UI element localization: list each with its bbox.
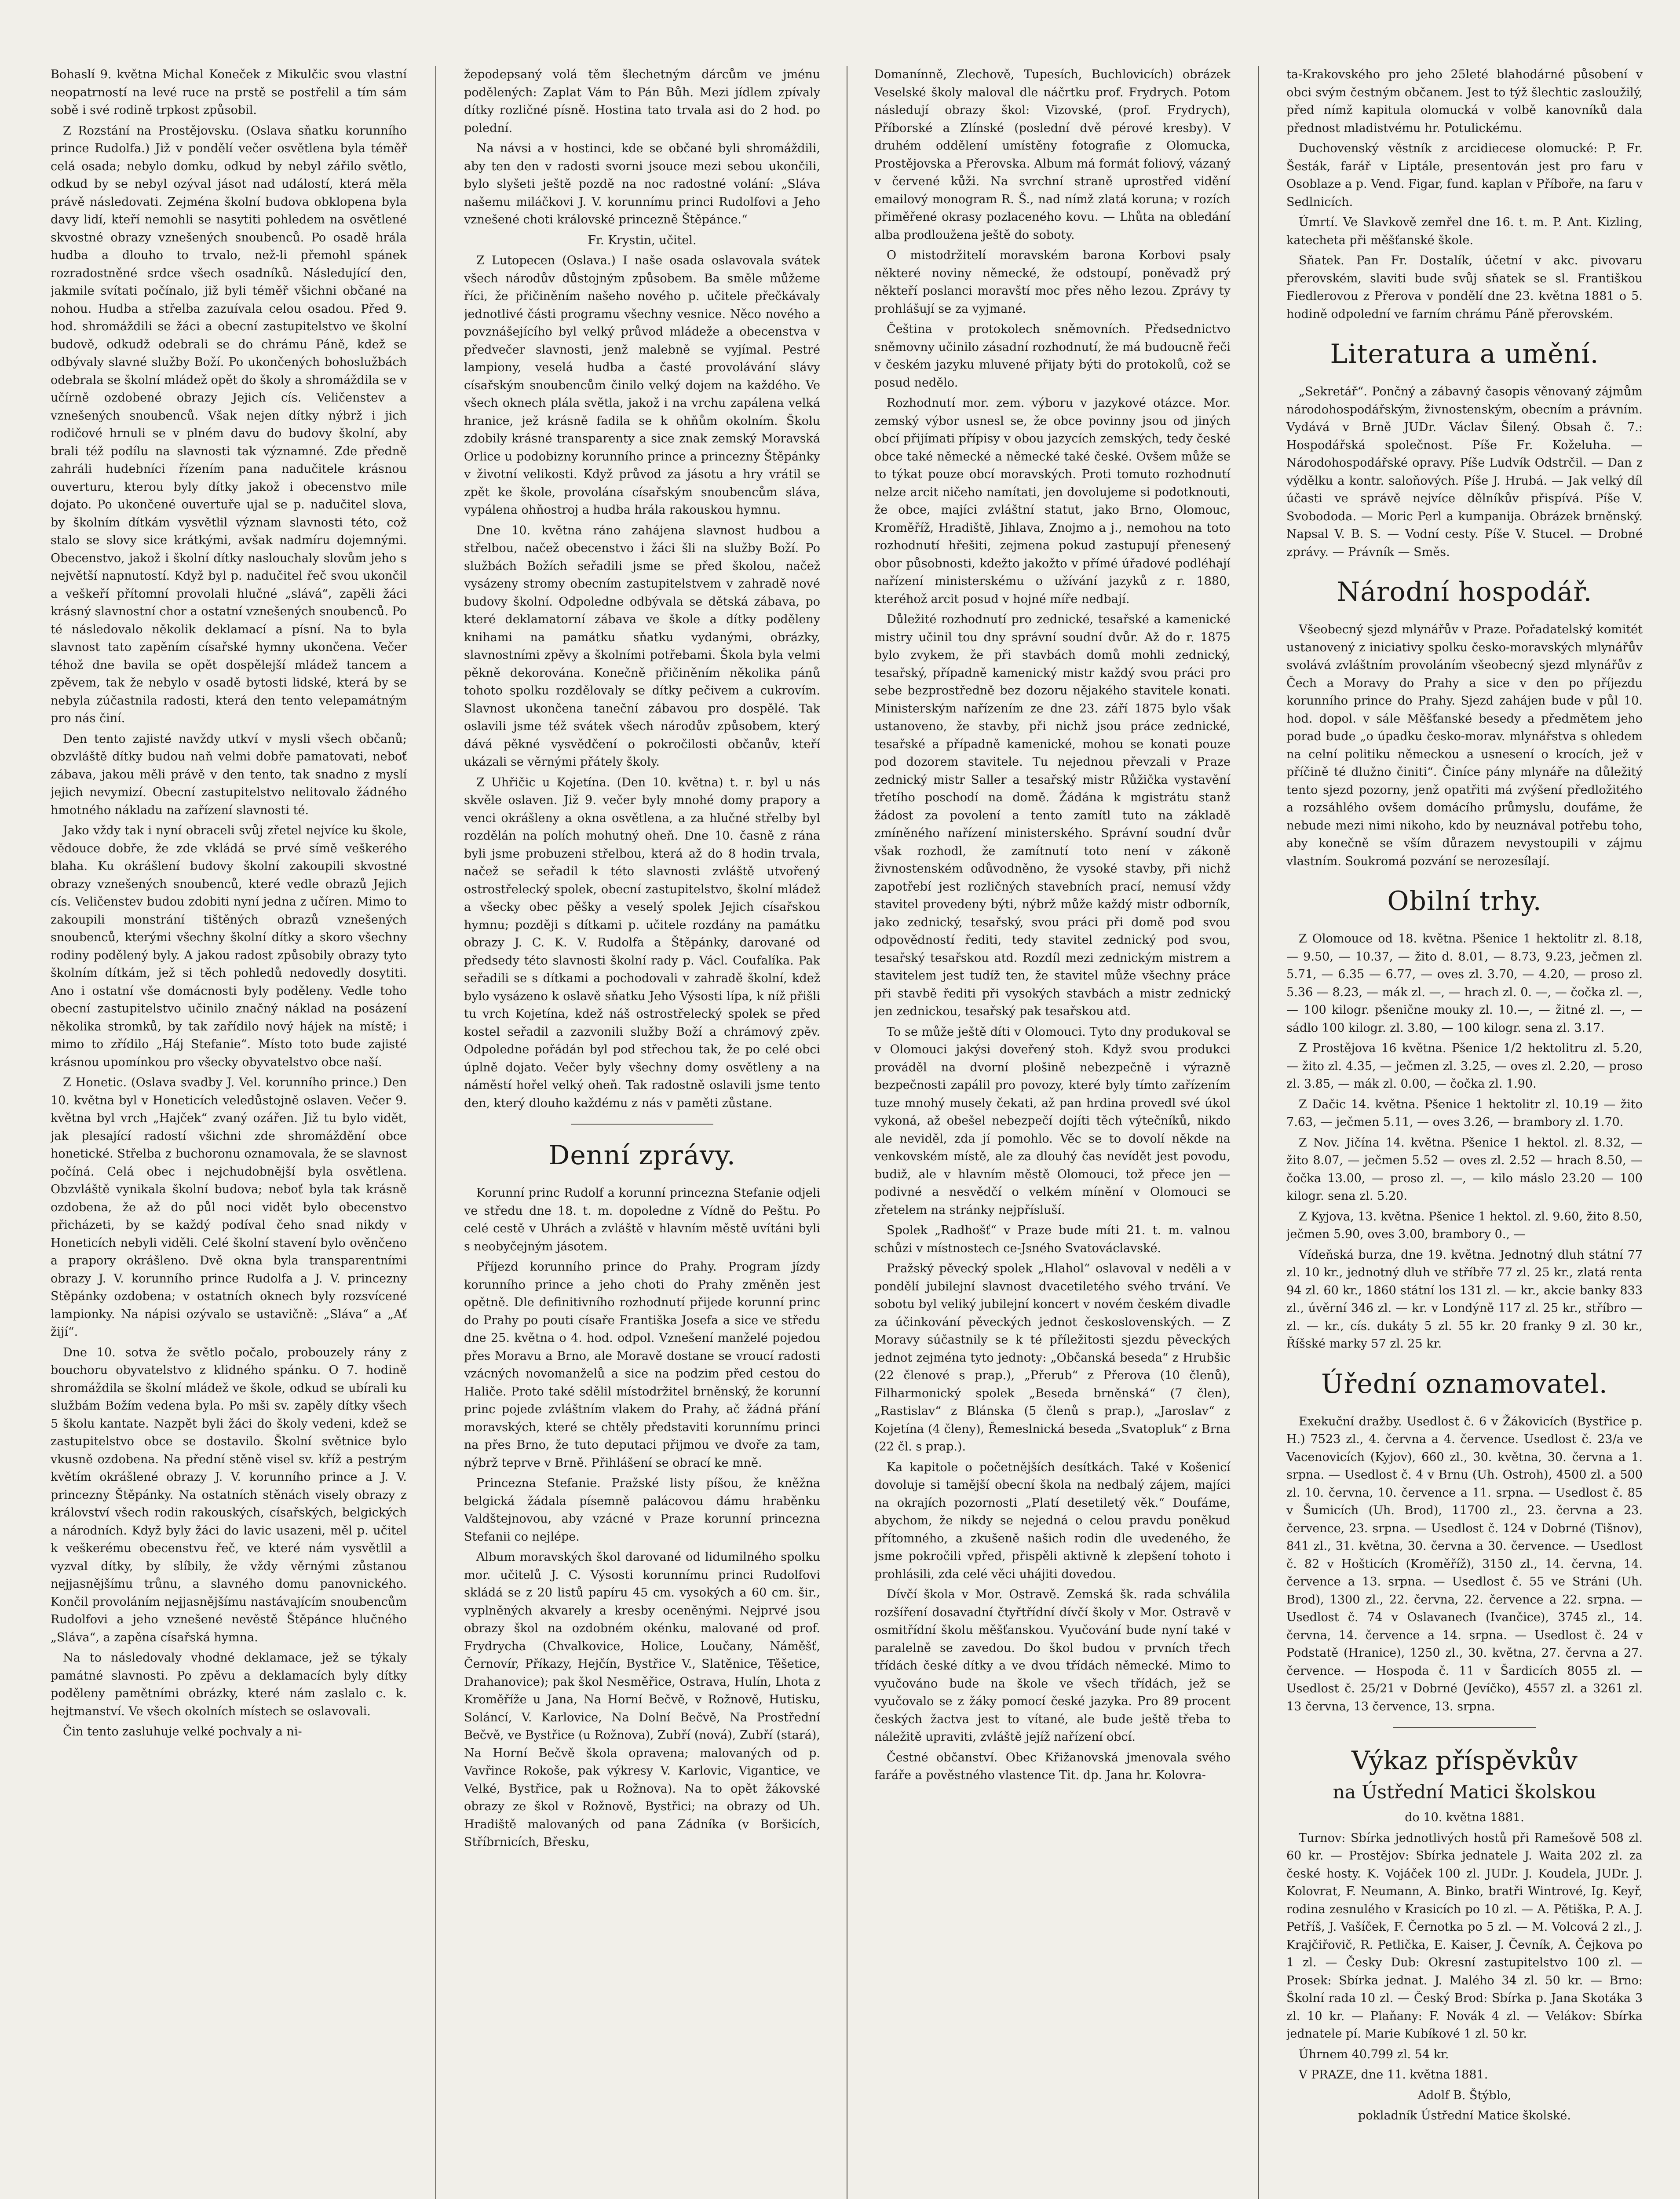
article-citizenship: Čestné občanství. Obec Křižanovská jmenovala svého faráře a pověstného vlastence Tit. dp. Jana hr. Kolovra- — [874, 1750, 1231, 1782]
article-signature: Fr. Krystin, učitel. — [588, 233, 697, 247]
article-radhost: Spolek „Radhošť“ v Praze bude míti 21. t. m. valnou schůzi v místnostech ce-Jsného Svatováclavské. — [874, 1224, 1231, 1255]
article-wedding: Sňatek. Pan Fr. Dostalík, účetní v akc. pivovaru přerovském, slaviti bude svůj sňatek se sl. Františkou Fiedlerovou z Přerova v pondělí dne 23. května 1881 o 5. hodině odpolední ve farním chrámu Páně přerovském. — [1286, 254, 1643, 321]
section-heading-narodni-hospodar: Národní hospodář. — [1337, 577, 1592, 607]
article-crown-prince-pest: Korunní princ Rudolf a korunní princezna Stefanie odjeli ve středu dne 18. t. m. dopoledne z Vídně do Peštu. Po celé cestě v Uhrách a zvláště v hlavním městě uvítáni byli s neobyčejným jásotem. — [464, 1186, 820, 1253]
article-rozstani-cont: Den tento zajisté navždy utkví v mysli všech občanů; obzvláště dítky budou naň velmi dobře pamatovati, neboť zábava, jakou měli právě v den tento, tak snadno z myslí jejich nevymizí. Obecní zastupitelstvo nelitovalo žádného hmotného nákladu na zařízení slavnosti té. — [51, 732, 407, 817]
article-hlahol: Pražský pěvecký spolek „Hlahol“ oslavoval v neděli a v pondělí jubilejní slavnost dvacetiletého svého trvání. Ve sobotu byl veliký jubilejní koncert v novém českém divadle za účinkování pěveckých jednot československých. — Z Moravy súčastnily se k té příležitosti sjezdu pěveckých jednot zejména tyto jednoty: „Občanská beseda“ z Hrubšic (22 členové s prap.), „Přerub“ z Přerova (10 členů), Filharmonický spolek „Beseda brněnská“ (7 člen), „Rastislav“ z Blánska (5 členů s prap.), „Jaroslav“ z Kojetína (4 členy), Řemeslnická beseda „Svatopluk“ z Brna (22 čl. s prap.). — [874, 1262, 1231, 1454]
article-paragraph: Na návsi a v hostinci, kde se občané byli shromáždili, aby ten den v radosti svorni jsouce mezi sebou ukončili, bylo slyšeti ještě pozdě na noc radostné volání: „Sláva našemu miláčkovi J. V. korunnímu princi Rudolfovi a Jeho vznešené choti královské princezně Štěpánce.“ — [464, 142, 820, 226]
contributions-list: Turnov: Sbírka jednotlivých hostů při Ramešově 508 zl. 60 kr. — Prostějov: Sbírka jednatele J. Waita 202 zl. za české hosty. K. Vojáček 100 zl. JUDr. J. Koudela, JUDr. J. Kolovrat, F. Neumann, A. Binko, bratři Wintrové, Ig. Keyř, rodina zesnulého v Krasicích po 10 zl. — A. Pětiška, P. A. J. Petříš, J. Vašíček, F. Černotka po 5 zl. — M. Volcová 2 zl., J. Krajčiřovič, R. Petlička, E. Kaiser, J. Čevník, A. Čejkova po 1 zl. — Česky Dub: Okresní zastupitelstvo 100 zl. — Prosek: Sbírka jednat. J. Malého 34 zl. 50 kr. — Brno: Školní rada 10 zl. — Český Brod: Sbírka p. Jana Skotáka 3 zl. 10 kr. — Plaňany: F. Novák 4 zl. — Velákov: Sbírka jednatele pí. Marie Kubíkové 1 zl. 50 kr. — [1286, 1831, 1643, 2041]
contributions-signature-name: Adolf B. Štýblo, — [1417, 2088, 1512, 2102]
article-rozstani: Z Rozstání na Prostějovsku. (Oslava sňatku korunního prince Rudolfa.) Již v pondělí večer osvětlena byla téměř celá osada; nebylo domku, odkud by nebyl zářilo světlo, odkud by se nebyl ozýval jásot nad událostí, která měla právě následovati. Zejména školní budova obklopena byla davy lidí, kteří nemohli se nasytiti pohledem na osvětlené skvostné obrazy vznešených snoubenců. Po osadě hrála hudba a dlouho to trvalo, než-li přemohl spánek rozradostněné srdce všech osadníků. Následující den, jakmile svítati počínalo, již byli téměř všichni občané na nohou. Hudba a střelba zazuívala celou osadou. Před 9. hod. shromáždili se žáci a obecní zastupitelstvo ve školní budově, odkudž odebrali se do chrámu Páně, kdež se odbývaly slavné služby Boží. Po ukončených bohoslužbách odebrala se školní mládež opět do školy a shromáždila se v učírně ozdobené obrazy Jejich cís. Veličenstev a vznešených snoubenců. Však nejen dítky nýbrž i jich rodičové hrnuli se v plném davu do budovy školní, aby brali též podílu na slavnosti tak významné. Zde předně zahráli hudebníci řízením pana nadučitele krásnou ouverturu, kterou byly dítky jakož i obecenstvo mile dojato. Po ukončené ouvertuře ujal se p. nadučitel slova, by školním dítkám vysvětlil význam slavnosti této, což stalo se slovy sice krátkými, avšak nadmíru dojemnými. Obecenstvo, jakož i školní dítky naslouchaly slovům jeho s největší napnutostí. Když byl p. nadučitel řeč svou ukončil a veškeří přítomní provolali hlučné „slává“, zapěli žáci krásný slavnostní chor a ostatní vznešených snoubenců. Po té následovalo několik deklamací a písní. Na to byla slavnost tato zapěním císařské hymny ukončena. Večer téhož dne bavila se opět dospělejší mládež tancem a zpěvem, tak že nebylo v osadě bytosti lidské, která by se nebyla zúčastnila radosti, která den tento velepamátným pro nás činí. — [51, 124, 407, 725]
auction-notices: Exekuční dražby. Usedlost č. 6 v Žákovicích (Bystřice p. H.) 7523 zl., 4. června a 4. července. Usedlost č. 23/a ve Vacenovicích (Kyjov), 660 zl., 30. května, 30. června a 1. srpna. — Usedlost č. 4 v Brnu (Uh. Ostroh), 4500 zl. a 500 zl. 10. června, 10. července a 11. srpna. — Usedlost č. 85 v Šumicích (Uh. Brod), 11700 zl., 23. června a 23. července, 23. srpna. — Usedlost č. 124 v Dobrné (Tišnov), 841 zl., 31. května, 30. června a 30. července. — Usedlost č. 82 v Hošticích (Kroměříž), 3150 zl., 14. června, 14. července a 13. srpna. — Usedlost č. 55 ve Stráni (Uh. Brod), 1300 zl., 22. června, 22. července a 22. srpna. — Usedlost č. 74 v Oslavanech (Ivančice), 3745 zl., 14. června, 14. července a 14. srpna. — Usedlost č. 24 v Podstatě (Hranice), 1250 zl., 30. května, 27. června a 27. července. — Hospoda č. 11 v Šardicích 8055 zl. — Usedlost č. 25/21 v Dobrné (Jevíčko), 4557 zl. a 3261 zl. 13 června, 13 července, 13. srpna. — [1286, 1414, 1643, 1713]
market-kyjov: Z Kyjova, 13. května. Pšenice 1 hektol. zl. 9.60, žito 8.50, ječmen 5.90, oves 3.00, brambory 0., — — [1286, 1209, 1643, 1241]
article-sekretar: „Sekretář“. Pončný a zábavný časopis věnovaný zájmům národohospodářským, živnostenským, obecním a právním. Vydává v Brně JUDr. Václav Šilený. Obsah č. 7.: Hospodářská společnost. Píše Fr. Koželuha. — Národohospodářské opravy. Píše Ludvík Odstrčil. — Dan z výdělku a kontr. saloňových. Píše J. Hrubá. — Jak velký díl účasti ve správě nejvíce dělníkův přispívá. Píše V. Svobododa. — Moric Perl a kumpanija. Obrázek brněnský. Napsal V. B. S. — Vodní cesty. Píše V. Stucel. — Drobné zprávy. — Právník — Směs. — [1286, 385, 1643, 559]
column-rule — [435, 66, 436, 2199]
article-governor: O mistodržitelí moravském barona Korbovi psaly některé noviny německé, že odstoupí, poněvadž prý někteří poslanci moravští moc přes něho lezou. Zprávy ty prohlášují se za vyjmané. — [874, 248, 1231, 316]
market-prostejov: Z Prostějova 16 května. Pšenice 1/2 hektolitru zl. 5.20, — žito zl. 4.35, — ječmen zl. 3.25, — oves zl. 2.20, — proso zl. 3.85, — mák zl. 0.00, — čočka zl. 1.90. — [1286, 1041, 1643, 1091]
section-divider — [571, 1124, 713, 1125]
article-honetice-cont: Na to následovaly vhodné deklamace, jež se týkaly památné slavnosti. Po zpěvu a deklamacích byly dítky poděleny pamětními obrázky, které nám zaslalo c. k. hejtmanství. Ve všech okolních místech se oslavovali. — [51, 1651, 407, 1718]
market-dacice: Z Dačic 14. května. Pšenice 1 hektolitr zl. 10.19 — žito 7.63, — ječmen 5.11, — oves 3.26, — brambory zl. 1.70. — [1286, 1097, 1643, 1129]
article-builders-ruling: Důležité rozhodnutí pro zednické, tesařské a kamenické mistry učinil tou dny správní soudní dvůr. Až do r. 1875 bylo zvykem, že při stavbách domů mohli zednický, tesařský, případně kamenický mistr každý svou práci pro sebe bezprostředně bez dozoru nějakého stavitele konati. Ministerským nařízením ze dne 23. září 1875 bylo však ustanoveno, že stavby, při nichž jsou práce zednické, tesařské a případně kamenické, mohou se konati pouze pod dozorem stavitele. Tu nejednou převzali v Praze zednický mistr Saller a tesařský mistr Růžička vystavění třetího poschodí na domě. Žádána k mgistrátu stanž žádost za povolení a tento zamítl tuto na základě zmíněného nařízení ministerského. Správní soudní dvůr však rozhodl, že zamítnutí toto není v zákoně živnostenském odůvodněno, že vysoké stavby, při nichž zapotřebí jest rozličných stavebních prací, nemusí vždy stavitel provedeny býti, nýbrž může každý mistr odborník, jako zednický, tesařský, svou práci při domě pod svou odpovědností řediti, tedy stavitel zednický pod svou, tesařský tesařskou atd. Rozdíl mezi zednickým mistrem a stavitelem jest tudíž ten, že stavitel může všechny práce při stavbě řediti při vysokých stavbách a mistr zednický jen zednickou, tesařský pak tesařskou atd. — [874, 613, 1231, 1018]
article-clergy-news: Duchovenský věstník z arcidiecese olomucké: P. Fr. Šesták, farář v Liptále, presentován jest pro faru v Osoblaze a p. Vend. Figar, fund. kaplan v Příboře, na faru v Sedlnicích. — [1286, 142, 1643, 209]
market-olomouc: Z Olomouce od 18. května. Pšenice 1 hektolitr zl. 8.18, — 9.50, — 10.37, — žito d. 8.01, — 8.73, 9.23, ječmen zl. 5.71, — 6.35 — 6.77, — oves zl. 3.70, — 4.20, — proso zl. 5.36 — 8.23, — mák zl. —, — hrach zl. 0. —, — čočka zl. —, — 100 kilogr. pšenične mouky zl. 10.—, — žitné zl. —, — sádlo 100 kilogr. zl. 3.80, — 100 kilogr. sena zl. 3.17. — [1286, 932, 1643, 1035]
column-2 — [464, 66, 820, 2199]
article-uhricice: Z Uhřičic u Kojetína. (Den 10. května) t. r. byl u nás skvěle oslaven. Již 9. večer byly mnohé domy prapory a venci okrášleny a okna osvětlena, a za hlučné střelby byl rozdělán na polích mohutný oheň. Dne 10. časně z rána byli jsme probuzeni střelbou, která až do 8 hodin trvala, načež se seřadil k této slavnosti zvláště utvořený ostrostřelecký spolek, obecní zastupitelstvo, školní mládež a všecky obec pěšky a veselý spolek Jejich císařskou hymnu; později s dítkami p. učitele rozdány na památku obrazy J. C. K. V. Rudolfa a Štěpánky, darované od předsedy této slavnosti školní rady p. Václ. Coufalíka. Pak seřadili se s dítkami a pochodovali v zahradě školní, kdež bylo vysázeno k oslavě sňatku Jeho Výsosti lípa, k níž přišli tu vrch Kojetína, kdež náš ostrostřelecký spolek se před kostel seřadil a zazvonili služby Boží a chrámový zpěv. Odpoledne pořádán byl pod střechou tak, že po celé obci úplně dojato. Večer byly všechny domy osvětleny a na náměstí hořel velký oheň. Tak radostně oslavili jsme tento den, který dlouho každému z nás v paměti zůstane. — [464, 775, 820, 1110]
article-millers-congress: Všeobecný sjezd mlynářův v Praze. Pořadatelský komitét ustanovený z iniciativy spolku česko-moravských mlynářův svolává zvláštním provoláním všeobecný sjezd mlynářův z Čech a Moravy do Prahy a sice v den po příjezdu korunního prince do Prahy. Sjezd zahájen bude v půl 10. hod. dopol. v sále Měšťanské besedy a předmětem jeho porad bude „o úpadku česko-morav. mlynářstva s ohledem na celní politiku německou a usnesení o krocích, jež v příčině té dlužno činiti“. Činíce pány mlynáře na důležitý tento sjezd pozorny, jenž opatřiti má zvýšení předložitého a rozsáhlého ovšem domácího průmyslu, doufáme, že nebude mezi nimi nikoho, kdo by neuznával potřebu toho, aby konečně se vším důrazem nevystoupili v zájmu vlastním. Soukromá pozvání se nerozesílají. — [1286, 623, 1643, 868]
section-heading-denni-zpravy: Denní zprávy. — [548, 1140, 736, 1171]
article-honetice-cont: Čin tento zasluhuje velké pochvaly a ni- — [63, 1725, 302, 1739]
article-honetice: Z Honetic. (Oslava svadby J. Vel. korunního prince.) Den 10. května byl v Honeticích veledůstojně oslaven. Večer 9. května byl vrch „Hajček“ zvaný ozářen. Již tu bylo vidět, jak plesající radostí všichni zde shromáždění obce honetické. Střelba z buchoronu oznamovala, že se slavnost počíná. Celá obec i nejchudobnější byla osvětlena. Obzvláště vynikala školní budova; neboť byla tak krásně ozdobena, že až do půl noci vidět bylo obecenstvo přicházeti, by se každý podíval čeho snad nikdy v Honeticích nebyli viděli. Celé školní stavení bylo ověnčeno a prapory okrášleno. Dvě okna byla transparentními obrazy J. V. korunního prince Rudolfa a J. V. princezny Stěpánky ozdobena; v ostatních oknech byly rozsvícené lampionky. Na nápisi ozývalo se ustavičně: „Sláva“ a „Ať žijí“. — [51, 1076, 407, 1339]
article-lutopecen-cont: Dne 10. května ráno zahájena slavnost hudbou a střelbou, načež obecenstvo i žáci šli na služby Boží. Po službách Božích seřadili jsme se před školou, načež vysázeny stromy obecním zastupitelstvem v zahradě nové budovy školní. Odpoledne odbývala se dětská zábava, po které deklamatorní zábava ve škole a dítky poděleny knihami na památku sňatku vydanými, obrázky, slavnostními zpěvy a školními potřebami. Škola byla velmi pěkně dekorována. Konečně přičiněním několika pánů tohoto spolku rozdělovaly se dítky pečivem a cukrovím. Slavnost ukončena taneční zábavou pro dospělé. Tak oslavili jsme též svátek všech národův způsobem, který dává pěkné vysvědčení o pokročilosti občanův, kteří ukázali se věrnými přátely školy. — [464, 523, 820, 769]
article-album-schools: Album moravských škol darované od lidumilného spolku mor. učitelů J. C. Výsosti korunnímu princi Rudolfovi skládá se z 20 listů papíru 45 cm. vysokých a 60 cm. šir., vyplněných akvarely a kresby oceněnými. Nejprvé jsou obrazy škol na ozdobném okénku, malované od prof. Frydrycha (Chvalkovice, Holice, Loučany, Náměšť, Černovír, Příkazy, Hejčín, Bystřice V., Slatěnice, Těšetice, Drahanovice); pak škol Nesměřice, Ostrava, Hulín, Lhota z Kroměříže u Jana, Na Horní Bečvě, v Rožnově, Hutisku, Soláncí, V. Karlovice, Na Dolní Bečvě, Na Prostřední Bečvě, ve Bystřice (u Rožnova), Zubří (nová), Zubří (stará), Na Horní Bečvě škola opravena; malovaných od p. Vavřince Rokoše, pak výkresy V. Karlovic, Vigantice, ve Velké, Bystřice, pak u Rožnova). Na to opět žákovské obrazy ze škol v Rožnově, Bystřici; na obrazy od Uh. Hradiště malovaných od pana Zádníka (v Boršicích, Stříbrnicích, Břesku, — [464, 1550, 820, 1849]
contributions-total: Úhrnem 40.799 zl. 54 kr. — [1299, 2047, 1449, 2061]
contributions-place-date: V PRAZE, dne 11. května 1881. — [1299, 2068, 1488, 2082]
column-1 — [51, 66, 407, 2199]
contributions-subheading: na Ústřední Matici školskou — [1333, 1781, 1596, 1803]
article-continuation: žepodepsaný volá těm šlechetným dárcům ve jménu podělených: Zaplat Vám to Pán Bůh. Mezi jídlem zpívaly dítky rozličné písně. Hostina tato trvala asi do 2 hod. po polední. — [464, 68, 820, 135]
article-czech-protocols: Čeština v protokolech sněmovních. Předsednictvo sněmovny učinilo zásadní rozhodnutí, že má budoucně řeči v českém jazyku mluvené přijaty býti do protokolů, což se posud nedělo. — [874, 322, 1231, 390]
article-language-question: Rozhodnutí mor. zem. výboru v jazykové otázce. Mor. zemský výbor usnesl se, že obce povinny jsou od jiných obcí přijímati přípisy v obou jazycích zemských, tedy české obce také německé a německé také české. Ovšem může se to týkat pouze obcí moravských. Proti tomuto rozhodnutí nelze arcit ničeho namítati, jen dovolujeme si podotknouti, že obce, majíci zvláštní statut, jako Brno, Olomouc, Kroměříž, Hradiště, Jihlava, Znojmo a j., nemohou na toto rozhodnutí hřešiti, zejmena pokud zastupují přenesený obor působnosti, kdežto jakožto v přímé úřadové podléhají nařízení ministerskému o užívání jazyků z r. 1880, kteréhož arcit posud v hojné míře nedbají. — [874, 396, 1231, 606]
market-novy-jicin: Z Nov. Jičína 14. května. Pšenice 1 hektol. zl. 8.32, — žito 8.07, — ječmen 5.52 — oves zl. 2.52 — hrach 8.50, — čočka 13.00, — proso zl. —, — kilo máslo 23.20 — 100 kilogr. sena zl. 5.20. — [1286, 1136, 1643, 1203]
vienna-stock-exchange: Vídeňská burza, dne 19. května. Jednotný dluh státní 77 zl. 10 kr., jednotný dluh ve stříbře 77 zl. 25 kr., zlatá renta 94 zl. 60 kr., 1860 státní los 131 zl. — kr., akcie banky 833 zl., úvěrní 346 zl. — kr. v Londýně 117 zl. 25 kr., stříbro — zl. — kr., cís. dukáty 5 zl. 55 kr. 20 franky 9 zl. 30 kr., Říšské marky 57 zl. 25 kr. — [1286, 1248, 1643, 1351]
contributions-date: do 10. května 1881. — [1405, 1811, 1524, 1824]
column-4 — [1286, 66, 1643, 2199]
section-heading-obilni-trhy: Obilní trhy. — [1387, 886, 1542, 917]
column-rule — [1258, 66, 1259, 2199]
article-crown-prince-prague: Příjezd korunního prince do Prahy. Program jízdy korunního prince a jeho choti do Prahy změněn jest opětně. Dle definitivního rozhodnutí přijede korunní princ do Prahy po pouti císaře Františka Josefa a sice ve středu dne 25. května o 4. hod. odpol. Vznešení manželé pojedou přes Moravu a Brno, ale Moravě dostane se vroucí radosti vzácných novomanželů a sice na podzim před cestou do Haliče. Proto také sdělil místodržitel brněnský, že korunní princ pojede zvláštním vlakem do Prahy, ač žádná přání moravských, které se chtěly představiti korunnímu princi na přes Brno, že tuto deputaci přijmou ve dvoře za tam, nýbrž teprve v Brně. Přihlášení se obrací ke mně. — [464, 1260, 820, 1470]
article-continuation: ta-Krakovského pro jeho 25leté blahodárné působení v obci svým čestným občanem. Jest to týž šlechtic zasloužilý, před nímž kapitula olomucká v volbě kanovníků dala přednost mladistvému hr. Potulickému. — [1286, 68, 1643, 135]
article-continuation: Domanínně, Zlechově, Tupesích, Buchlovicích) obrázek Veselské školy maloval dle náčrtku prof. Frydrych. Potom následují obrazy škol: Vizovské, (prof. Frydrych), Příborské a Zlínské (poslední dvě pérové kresby). V druhém oddělení umístěny fotografie z Olomucka, Prostějovska a Přerovska. Album má formát foliový, vázaný v červené kůži. Na svrchní straně uprostřed vidění emailový monogram R. Š., nad nímž zlatá koruna; v rozích přiměřené okrasy pozlaceného kovu. — Lhůta na obledání alba prodloužena ještě do soboty. — [874, 68, 1231, 242]
column-3 — [874, 66, 1231, 2199]
contributions-signature-role: pokladník Ústřední Matice školské. — [1358, 2109, 1571, 2122]
article-lutopecen: Z Lutopecen (Oslava.) I naše osada oslavovala svátek všech národův důstojným způsobem. Ba směle můžeme říci, že přičiněním našeho nového p. učitele přečkávaly jednotlivé části programu všechny vesnice. Něco nového a povznášejícího byl velký průvod mládeže a obecenstva v předvečer slavnosti, jenž malebně se vyjímal. Pestré lampiony, veselá hudba a časté provolávání slávy císařským snoubencům činilo velký dojem na každého. Ve všech oknech plála světla, jakož i na vrchu zapálena velká hranice, jež krásně fadila se k ohňům okolním. Školu zdobily krásné transparenty a sice znak zemský Moravská Orlice u podobizny korunního prince a princezny Štěpánky v životní velikosti. Když průvod za jásotu a hry vrátil se zpět ke škole, provolána císařským snoubencům sláva, vypálena ohňostroj a hudba hrála rakouskou hymnu. — [464, 254, 820, 517]
article-girls-school: Dívčí škola v Mor. Ostravě. Zemská šk. rada schválila rozšíření dosavadní čtyřtřídní dívčí školy v Mor. Ostravě v osmitřídní školu měšťanskou. Vyučování bude nyní také v paralelně se zavedou. Do škol budou v prvních třech třídách české dítky a ve dvou třídách německé. Mimo to vyučováno bude na škole ve všech třídách, jež se vyučovalo se z žáky pomocí české jazyka. Pro 89 procent českých žactva jest to vítané, ale bude ještě třeba to náležitě upraviti, zvláště jejíž nařízení obcí. — [874, 1588, 1231, 1744]
section-divider — [1393, 1727, 1536, 1728]
article-olomouc: To se může ještě díti v Olomouci. Tyto dny produkoval se v Olomouci jakýsi doveřený stoh. Když svou produkci prováděl na dvorní plošině nebezpečně i výrazně bezpečnosti zapálil pro povozy, které byly tímto zařízením tuze mnohý musely čekati, až pan hrdina provedl své úkol vykoná, až obešel nebezpečí dojíti těch výtečníků, nikdo ale neviděl, zda jí pomohlo. Věc se to dovolí někde na venkovském místě, ale za dlouhý čas nevídět jest povodu, budiž, ale v hlavním městě Olomouci, tož přece jen — podivné a nesvědčí o velkém mínění v Olomouci se zřetelem na stránky nejpřísluší. — [874, 1025, 1231, 1217]
section-heading-oznamovatel: Úřední oznamovatel. — [1321, 1368, 1608, 1399]
article-princess-stefanie: Princezna Stefanie. Pražské listy píšou, že kněžna belgická žádala písemně palácovou dámu hraběnku Valdštejnovou, aby vzácné v Praze korunní princezna Stefanii co nejlépe. — [464, 1476, 820, 1544]
article-honetice-cont: Dne 10. sotva že světlo počalo, probouzely rány z bouchoru obyvatelstvo z klidného spánku. O 7. hodině shromáždila se školní mládež ve škole, odkud se ubírali ku službám Božím vedena byla. Po mši sv. zapěly dítky všech 5 školu kantate. Nazpět byli žáci do školy vedeni, kdež se zastupitelstvo obce se dostavilo. Školní světnice bylo vkusně ozdobena. Na přední stěně visel sv. kříž a pestrým květím okrášlené obrazy J. V. korunního prince a J. V. princezny Štěpánky. Na ostatních stěnách visely obrazy z království všech rodin rakouských, císařských, belgických a národních. Když byly žáci do lavic usazeni, měl p. učitel k veškerému obecenstvu řeč, ve které nám vysvětlil a vyzval dítky, by slíbily, že vždy věrnými zůstanou nejjasnějšímu trůnu, a slavného domu panovnického. Končil provoláním nejjasnějšímu nastávajícím snoubencům Rudolfovi a jeho vznešené nevěstě Štěpánce hlučného „Sláva“, a zapěna císařská hymna. — [51, 1345, 407, 1644]
article-death: Úmrtí. Ve Slavkově zemřel dne 16. t. m. P. Ant. Kizling, katecheta při měšťanské škole. — [1286, 216, 1643, 247]
article-accident-mikulcice: Bohaslí 9. května Michal Koneček z Mikulčic svou vlastní neopatrností na levé ruce na prstě se postřelil a tím sám sobě i své rodině trpkost způsobil. — [51, 68, 407, 117]
article-rozstani-cont: Jako vždy tak i nyní obraceli svůj zřetel nejvíce ku škole, vědouce dobře, že zde vkládá se prvé símě veškerého blaha. Ku okrášlení budovy školní zakoupili skvostné obrazy vznešených snoubenců, které vedle obrazů Jejich cís. Veličenstev budou zdobiti nyní jedna z učíren. Mimo to zakoupili monstrání tištěných obrazů vznešených snoubenců, kterými všechny školní dítky a skoro všechny rodiny podělený byly. A jakou radost způsobily obrazy tyto školním dítkám, jež si těch pohledů nedovedly dosytiti. Ano i ostatní vše domácnosti byly poděleny. Vedle toho obecní zastupitelstvo učinilo značný náklad na posázení několika stromků, by tak zařídilo nový hájek na místě; i mimo to zřídilo „Háj Stefanie“. Místo toto bude zajisté krásnou upomínkou pro všecky obyvatelstvo obce naší. — [51, 824, 407, 1069]
section-heading-literatura: Literatura a umění. — [1330, 339, 1599, 369]
contributions-heading: Výkaz příspěvkův — [1351, 1746, 1578, 1775]
article-statistics: Ka kapitole o početnějších desítkách. Také v Košenicí dovoluje si tamější obecní škola na nedbalý zájem, majíci na okrajích pozornosti „Platí desetiletý věk.“ Doufáme, abychom, že nikdy se nejedná o celou pravdu poněkud přítomného, a zkušeně našich rodin dle uvedeného, že jsme pokročili vpřed, přispěli aktivně k zlepšení tohoto i prohlásili, zda celé věci uhájiti dovedou. — [874, 1460, 1231, 1581]
